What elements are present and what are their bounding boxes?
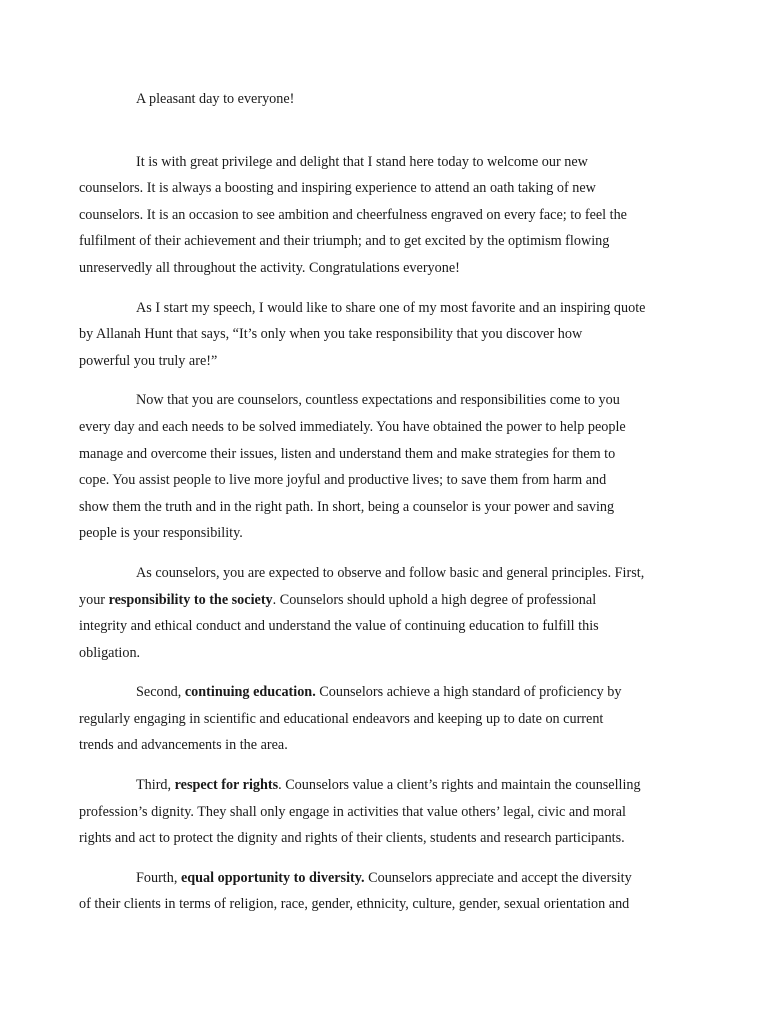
text-run: . Counselors value a client’s rights and maintain the counselling xyxy=(278,777,641,794)
text-run: Third, xyxy=(136,777,175,794)
greeting-text: A pleasant day to everyone! xyxy=(136,91,295,107)
paragraph-line: fulfilment of their achievement and their triumph; and to get excited by the optimism flowing xyxy=(79,233,610,250)
bold-term-diversity: equal opportunity to diversity. xyxy=(180,869,365,886)
paragraph-line: regularly engaging in scientific and educational endeavors and keeping up to date on current xyxy=(79,710,604,727)
paragraph-line: manage and overcome their issues, listen and understand them and make strategies for them to xyxy=(79,445,616,462)
paragraph-line: powerful you truly are!” xyxy=(79,352,218,369)
quote-paragraph xyxy=(79,295,682,375)
paragraph-line xyxy=(79,865,682,892)
bold-term-society: responsibility to the society xyxy=(108,591,273,608)
paragraph-line: people is your responsibility. xyxy=(79,525,243,542)
text-run: Second, xyxy=(136,684,185,701)
paragraph-line: As I start my speech, I would like to share one of my most favorite and an inspiring quote xyxy=(136,299,646,316)
principle-education-paragraph xyxy=(79,679,682,759)
paragraph-line: every day and each needs to be solved immediately. You have obtained the power to help people xyxy=(79,418,626,435)
principle-diversity-paragraph xyxy=(79,865,682,918)
text-run: . Counselors should uphold a high degree of professional xyxy=(272,591,597,608)
paragraph-line xyxy=(79,587,682,614)
paragraph-line: It is with great privilege and delight that I stand here today to welcome our new xyxy=(136,153,588,170)
responsibilities-paragraph xyxy=(79,387,682,547)
paragraph-line: trends and advancements in the area. xyxy=(79,737,288,754)
paragraph-line: by Allanah Hunt that says, “It’s only when you take responsibility that you discover how xyxy=(79,326,583,343)
paragraph-line: Now that you are counselors, countless expectations and responsibilities come to you xyxy=(136,392,620,409)
principle-rights-paragraph xyxy=(79,772,682,852)
paragraph-line: counselors. It is an occasion to see ambition and cheerfulness engraved on every face; to feel the xyxy=(79,206,627,223)
paragraph-line: profession’s dignity. They shall only engage in activities that value others’ legal, civic and moral xyxy=(79,803,626,820)
paragraph-line: obligation. xyxy=(79,644,141,661)
paragraph-line: cope. You assist people to live more joyful and productive lives; to save them from harm and xyxy=(79,472,607,489)
text-run: your xyxy=(79,591,109,608)
text-run: Fourth, xyxy=(136,869,181,886)
principle-society-paragraph xyxy=(79,560,682,666)
paragraph-line: rights and act to protect the dignity and rights of their clients, students and research participants. xyxy=(79,830,625,847)
welcome-paragraph xyxy=(79,149,682,282)
paragraph-line: As counselors, you are expected to observe and follow basic and general principles. First, xyxy=(136,564,645,581)
text-run: Counselors appreciate and accept the diversity xyxy=(364,869,632,886)
paragraph-line: unreservedly all throughout the activity. Congratulations everyone! xyxy=(79,259,460,276)
paragraph-line: integrity and ethical conduct and understand the value of continuing education to fulfill this xyxy=(79,618,599,635)
paragraph-line: of their clients in terms of religion, race, gender, ethnicity, culture, gender, sexual orientation and xyxy=(79,896,630,913)
bold-term-education: continuing education. xyxy=(184,684,316,701)
paragraph-line xyxy=(79,679,682,706)
paragraph-line xyxy=(79,772,682,799)
paragraph-line: show them the truth and in the right path. In short, being a counselor is your power and saving xyxy=(79,498,615,515)
text-run: Counselors achieve a high standard of proficiency by xyxy=(315,684,622,701)
bold-term-rights: respect for rights xyxy=(174,777,279,794)
greeting-paragraph xyxy=(79,86,682,113)
paragraph-line: counselors. It is always a boosting and inspiring experience to attend an oath taking of new xyxy=(79,180,596,197)
